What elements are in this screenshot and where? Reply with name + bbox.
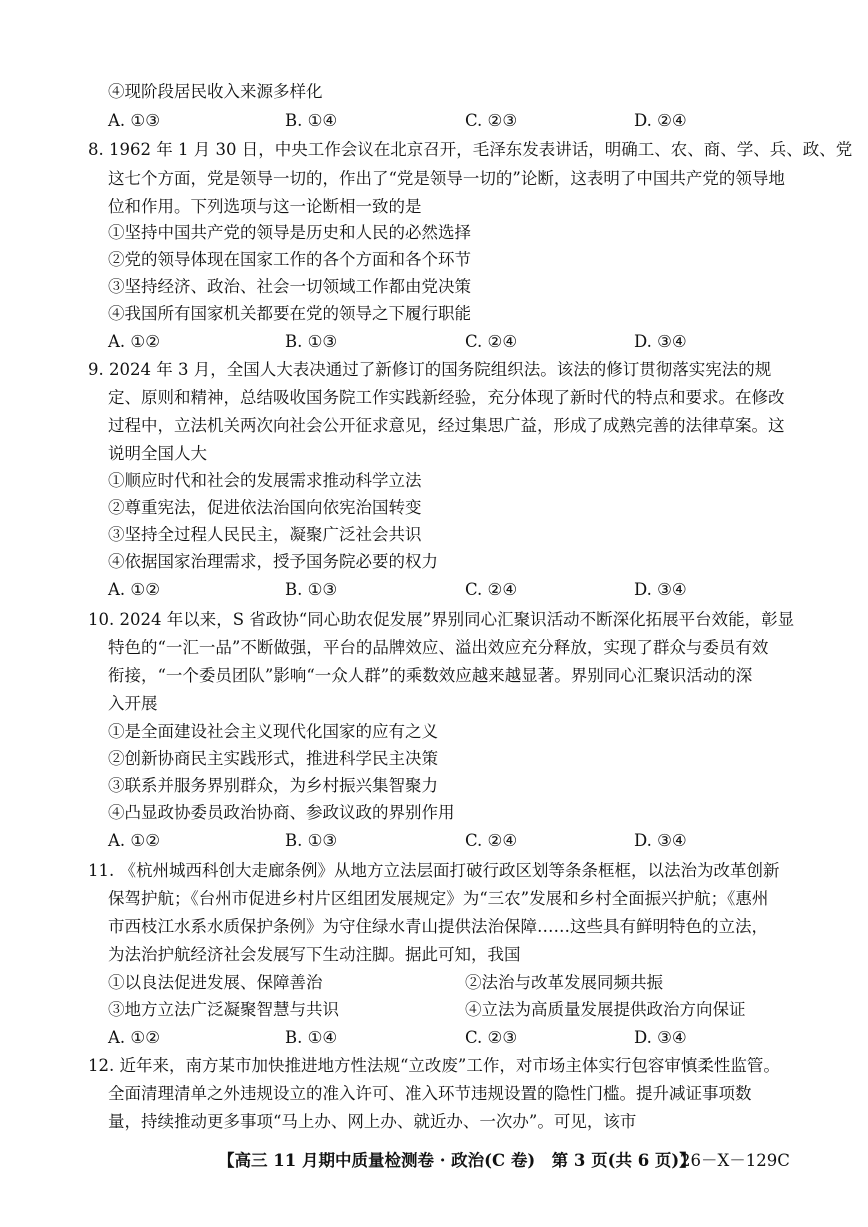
q11-choice-a: A. ①② bbox=[108, 1028, 160, 1047]
q8-choice-c: C. ②④ bbox=[465, 332, 518, 351]
q11-choice-d: D. ③④ bbox=[634, 1028, 687, 1047]
q9-choices bbox=[0, 577, 868, 603]
q9-option-4: ④依据国家治理需求，授予国务院必要的权力 bbox=[108, 552, 438, 571]
q11-options-row-2 bbox=[0, 997, 868, 1023]
q10-choice-d: D. ③④ bbox=[634, 831, 687, 850]
q10-choice-c: C. ②④ bbox=[465, 831, 518, 850]
q8-choice-b: B. ①③ bbox=[285, 332, 338, 351]
q9-choice-a: A. ①② bbox=[108, 580, 160, 599]
q7-choices bbox=[0, 108, 868, 134]
q12-stem-line-3: 量，持续推动更多事项“马上办、网上办、就近办、一次办”。可见，该市 bbox=[108, 1112, 637, 1131]
q9-option-1: ①顺应时代和社会的发展需求推动科学立法 bbox=[108, 471, 422, 490]
q9-stem-line-2: 定、原则和精神，总结吸收国务院工作实践新经验，充分体现了新时代的特点和要求。在修改 bbox=[108, 388, 785, 407]
q11-stem-line-2: 保驾护航；《台州市促进乡村片区组团发展规定》为“三农”发展和乡村全面振兴护航；《惠州 bbox=[108, 889, 769, 908]
q8-option-3: ③坚持经济、政治、社会一切领域工作都由党决策 bbox=[108, 277, 471, 296]
q7-choice-c: C. ②③ bbox=[465, 111, 518, 130]
q11-stem-line-4: 为法治护航经济社会发展写下生动注脚。据此可知，我国 bbox=[108, 945, 521, 964]
q11-stem-line-3: 市西枝江水系水质保护条例》为守住绿水青山提供法治保障……这些具有鲜明特色的立法， bbox=[108, 917, 768, 936]
q10-stem-line-4: 入开展 bbox=[108, 694, 158, 713]
q10-option-3: ③联系并服务界别群众，为乡村振兴集智聚力 bbox=[108, 776, 438, 795]
q9-stem-line-3: 过程中，立法机关两次向社会公开征求意见，经过集思广益，形成了成熟完善的法律草案。这 bbox=[108, 416, 785, 435]
q7-choice-b: B. ①④ bbox=[285, 111, 338, 130]
q12-stem-line-1: 12. 近年来，南方某市加快推进地方性法规“立改废”工作，对市场主体实行包容审慎柔性监管。 bbox=[88, 1056, 780, 1075]
q10-stem-line-1: 10. 2024 年以来，S 省政协“同心助农促发展”界别同心汇聚识活动不断深化拓展平台效能，彰显 bbox=[88, 610, 795, 629]
q9-option-2: ②尊重宪法，促进依法治国向依宪治国转变 bbox=[108, 498, 422, 517]
q10-option-1: ①是全面建设社会主义现代化国家的应有之义 bbox=[108, 722, 438, 741]
q8-option-1: ①坚持中国共产党的领导是历史和人民的必然选择 bbox=[108, 223, 471, 242]
q11-option-4: ④立法为高质量发展提供政治方向保证 bbox=[465, 1000, 746, 1019]
q10-stem-line-3: 衔接，“一个委员团队”影响“一众人群”的乘数效应越来越显著。界别同心汇聚识活动的深 bbox=[108, 666, 753, 685]
q11-choice-b: B. ①④ bbox=[285, 1028, 338, 1047]
footer-code: 26－X－129C bbox=[680, 1151, 790, 1170]
q9-stem-line-1: 9. 2024 年 3 月，全国人大表决通过了新修订的国务院组织法。该法的修订贯彻落实宪法的规 bbox=[88, 360, 772, 379]
q10-choices bbox=[0, 828, 868, 854]
q11-options-row-1 bbox=[0, 970, 868, 996]
q8-option-4: ④我国所有国家机关都要在党的领导之下履行职能 bbox=[108, 304, 471, 323]
q11-option-2: ②法治与改革发展同频共振 bbox=[465, 973, 663, 992]
q10-choice-b: B. ①③ bbox=[285, 831, 338, 850]
q10-option-2: ②创新协商民主实践形式，推进科学民主决策 bbox=[108, 749, 438, 768]
q10-choice-a: A. ①② bbox=[108, 831, 160, 850]
q9-option-3: ③坚持全过程人民民主，凝聚广泛社会共识 bbox=[108, 525, 422, 544]
q8-stem-line-2: 这七个方面，党是领导一切的，作出了“党是领导一切的”论断，这表明了中国共产党的领导地 bbox=[108, 169, 785, 188]
q11-option-1: ①以良法促进发展、保障善治 bbox=[108, 973, 323, 992]
q7-option-4: ④现阶段居民收入来源多样化 bbox=[108, 82, 323, 101]
footer-title: 【高三 11 月期中质量检测卷 · 政治(C 卷) 第 3 页(共 6 页)】 bbox=[218, 1151, 696, 1170]
q8-choices bbox=[0, 329, 868, 355]
q7-choice-d: D. ②④ bbox=[634, 111, 687, 130]
q11-choice-c: C. ②③ bbox=[465, 1028, 518, 1047]
q9-stem-line-4: 说明全国人大 bbox=[108, 444, 207, 463]
q11-choices bbox=[0, 1025, 868, 1051]
q8-choice-a: A. ①② bbox=[108, 332, 160, 351]
q8-choice-d: D. ③④ bbox=[634, 332, 687, 351]
q12-stem-line-2: 全面清理清单之外违规设立的准入许可、准入环节违规设置的隐性门槛。提升减证事项数 bbox=[108, 1084, 752, 1103]
q10-option-4: ④凸显政协委员政治协商、参政议政的界别作用 bbox=[108, 803, 455, 822]
q8-stem-line-3: 位和作用。下列选项与这一论断相一致的是 bbox=[108, 197, 422, 216]
q10-stem-line-2: 特色的“一汇一品”不断做强，平台的品牌效应、溢出效应充分释放，实现了群众与委员有效 bbox=[108, 638, 769, 657]
q9-choice-d: D. ③④ bbox=[634, 580, 687, 599]
q9-choice-c: C. ②④ bbox=[465, 580, 518, 599]
q11-option-3: ③地方立法广泛凝聚智慧与共识 bbox=[108, 1000, 339, 1019]
q8-option-2: ②党的领导体现在国家工作的各个方面和各个环节 bbox=[108, 250, 471, 269]
q11-stem-line-1: 11. 《杭州城西科创大走廊条例》从地方立法层面打破行政区划等条条框框，以法治为改革创新 bbox=[88, 861, 780, 880]
q8-stem-line-1: 8. 1962 年 1 月 30 日，中央工作会议在北京召开，毛泽东发表讲话，明确工、农、商、学、兵、政、党 bbox=[88, 140, 853, 159]
q9-choice-b: B. ①③ bbox=[285, 580, 338, 599]
q7-choice-a: A. ①③ bbox=[108, 111, 160, 130]
